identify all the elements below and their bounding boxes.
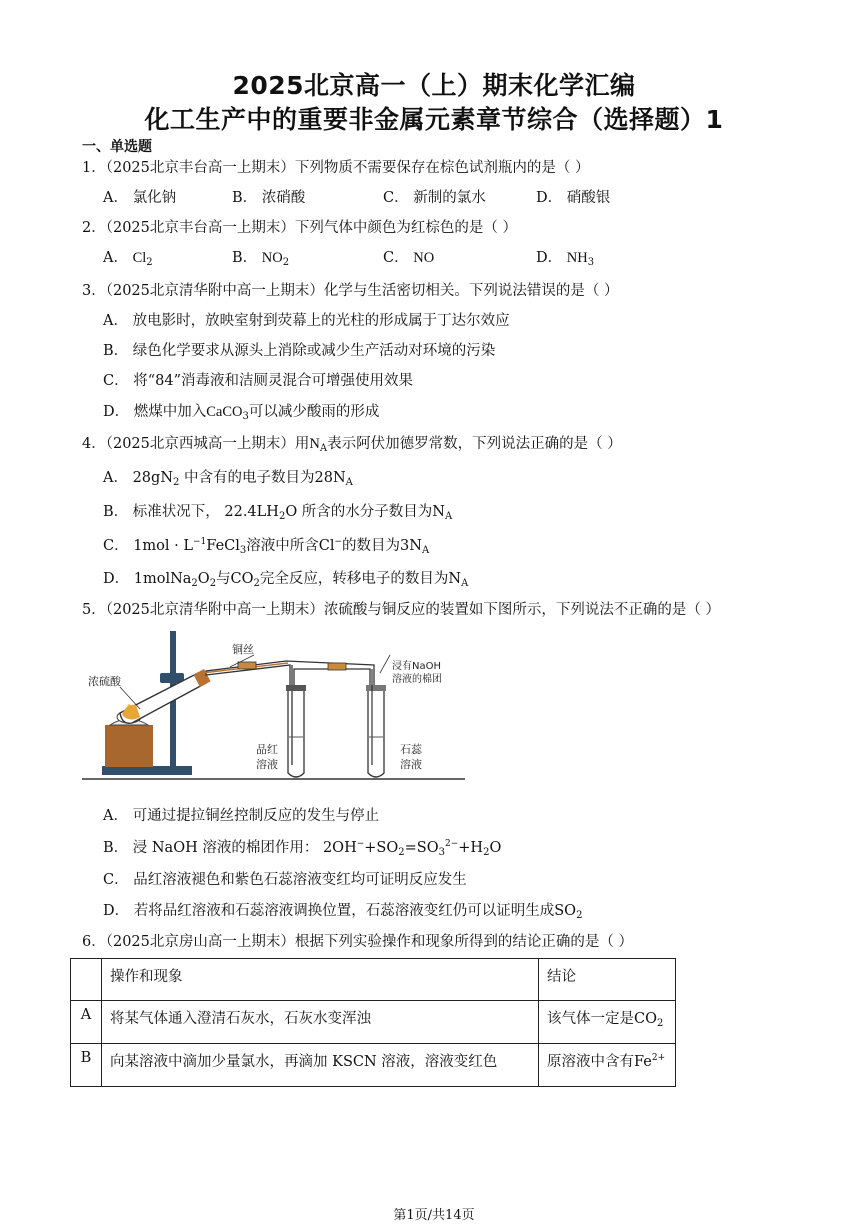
question-1-option-b: B． 浓硝酸	[232, 190, 306, 206]
magenta-test-tube	[286, 685, 306, 777]
question-5-option-d: D． 若将品红溶液和石蕊溶液调换位置，石蕊溶液变红仍可以证明生成$SO_2$	[103, 903, 583, 921]
question-1-stem: 1．（2025北京丰台高一上期末）下列物质不需要保存在棕色试剂瓶内的是（ ）	[82, 160, 590, 176]
label-copper-wire: 铜丝	[232, 643, 254, 656]
apparatus-figure	[80, 625, 470, 785]
table-header-operation: 操作和现象	[102, 959, 539, 1001]
table-row-label: A	[71, 1001, 102, 1044]
label-naoh-cotton-2: 溶液的棉团	[392, 674, 442, 685]
question-2-stem: 2．（2025北京丰台高一上期末）下列气体中颜色为红棕色的是（ ）	[82, 220, 517, 236]
question-2-option-a: A． $Cl_2$	[103, 250, 153, 268]
question-4-option-a: A． $28gN_2$ 中含有的电子数目为$28N_A$	[103, 470, 353, 488]
question-5-option-b: B． 浸 NaOH 溶液的棉团作用： $2OH^-+SO_2=SO_3^{2-}+H_2O$	[103, 839, 502, 858]
label-litmus-2: 溶液	[400, 758, 422, 771]
question-4-option-d: D． $1molNa_2O_2$与$CO_2$完全反应，转移电子的数目为$N_A$	[103, 571, 469, 589]
question-2-option-d: D． $NH_3$	[536, 250, 595, 268]
question-1-option-c: C． 新制的氯水	[383, 190, 486, 206]
table-row-operation: 向某溶液中滴加少量氯水，再滴加 KSCN 溶液，溶液变红色	[102, 1044, 539, 1087]
label-litmus-1: 石蕊	[400, 743, 422, 756]
document-title-line2: 化工生产中的重要非金属元素章节综合（选择题）1	[144, 105, 724, 134]
table-row-operation: 将某气体通入澄清石灰水，石灰水变浑浊	[102, 1001, 539, 1044]
question-4-option-c: C． $1mol \cdot L^{-1}FeCl_3$溶液中所含Cl−的数目为$3N_A$	[103, 537, 430, 556]
question-1-option-a: A． 氯化钠	[103, 190, 177, 206]
label-magenta-1: 品红	[256, 743, 278, 756]
question-3-option-b: B． 绿色化学要求从源头上消除或减少生产活动对环境的污染	[103, 343, 496, 359]
table-row-conclusion: 该气体一定是$CO_2$	[539, 1001, 676, 1044]
label-naoh-cotton-1: 浸有NaOH	[392, 661, 441, 672]
section-heading: 一、单选题	[82, 139, 152, 155]
question-5-stem: 5．（2025北京清华附中高一上期末）浓硫酸与铜反应的装置如下图所示，下列说法不正确的是（ ）	[82, 602, 720, 618]
table-header-conclusion: 结论	[539, 959, 676, 1001]
question-1-option-d: D． 硝酸银	[536, 190, 611, 206]
table-row-label: B	[71, 1044, 102, 1087]
label-magenta-2: 溶液	[256, 758, 278, 771]
question-5-option-a: A． 可通过提拉铜丝控制反应的发生与停止	[103, 808, 380, 824]
question-3-stem: 3．（2025北京清华附中高一上期末）化学与生活密切相关。下列说法错误的是（ ）	[82, 283, 619, 299]
table-row-conclusion: 原溶液中含有$Fe^{2+}$	[539, 1044, 676, 1087]
document-title-line1: 2025北京高一（上）期末化学汇编	[232, 71, 636, 100]
question-5-option-c: C． 品红溶液褪色和紫色石蕊溶液变红均可证明反应发生	[103, 872, 467, 888]
question-2-option-c: C． NO	[383, 250, 435, 266]
question-4-option-b: B． 标准状况下， $22.4LH_2O$ 所含的水分子数目为$N_A$	[103, 504, 453, 522]
table-header-row	[71, 959, 676, 1001]
table-cell-empty	[71, 959, 102, 1001]
question-3-option-a: A． 放电影时，放映室射到荧幕上的光柱的形成属于丁达尔效应	[103, 313, 510, 329]
question-6-stem: 6．（2025北京房山高一上期末）根据下列实验操作和现象所得到的结论正确的是（ ）	[82, 934, 633, 950]
question-6-table	[70, 958, 676, 1087]
table-row	[71, 1044, 676, 1087]
label-conc-sulfuric-acid: 浓硫酸	[88, 675, 121, 688]
page-footer: 第1页/共14页	[393, 1208, 475, 1223]
question-3-option-c: C． 将“84”消毒液和洁厕灵混合可增强使用效果	[103, 373, 413, 389]
table-row	[71, 1001, 676, 1044]
litmus-test-tube	[366, 669, 386, 777]
question-2-option-b: B． $NO_2$	[232, 250, 290, 268]
question-4-stem: 4．（2025北京西城高一上期末）用$N_A$表示阿伏加德罗常数，下列说法正确的是（ ）	[82, 436, 622, 454]
question-3-option-d: D． 燃煤中加入CaCO$_3$可以减少酸雨的形成	[103, 404, 380, 422]
